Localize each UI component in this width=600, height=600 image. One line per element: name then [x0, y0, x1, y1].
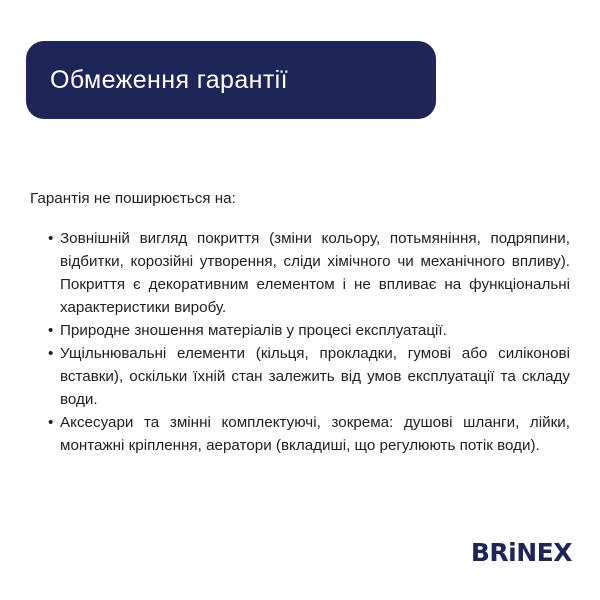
page-title: Обмеження гарантії: [50, 65, 288, 94]
bullet-icon: •: [48, 322, 54, 339]
list-item-text: Ущільнювальні елементи (кільця, прокладки, гумові або силіконові вставки), оскільки їхній стан залежить від умов експлуатації та складу води.: [60, 345, 570, 408]
list-item-text: Аксесуари та змінні комплектуючі, зокрема: душові шланги, лійки, монтажні кріплення, аератори (вкладиші, що регулюють потік води).: [60, 414, 570, 454]
title-banner: [26, 41, 436, 119]
bullet-icon: •: [48, 345, 54, 362]
list-item-text: Природне зношення матеріалів у процесі експлуатації.: [60, 322, 447, 339]
bullet-icon: •: [48, 414, 54, 431]
list-item: [30, 227, 570, 319]
warranty-content: [30, 187, 570, 457]
list-item-text: Зовнішній вигляд покриття (зміни кольору, потьмяніння, подряпини, відбитки, корозійні утворення, сліди хімічного чи механічного впливу). Покриття є декоративним елементом і не впливає на функціональні характеристики виробу.: [60, 230, 570, 316]
exclusions-list: [30, 227, 570, 457]
list-item: [30, 342, 570, 411]
bullet-icon: •: [48, 230, 54, 247]
list-item: [30, 319, 570, 342]
intro-text: Гарантія не поширюється на:: [30, 190, 236, 207]
brinex-logo: BRiNEX: [470, 538, 572, 567]
list-item: [30, 411, 570, 457]
